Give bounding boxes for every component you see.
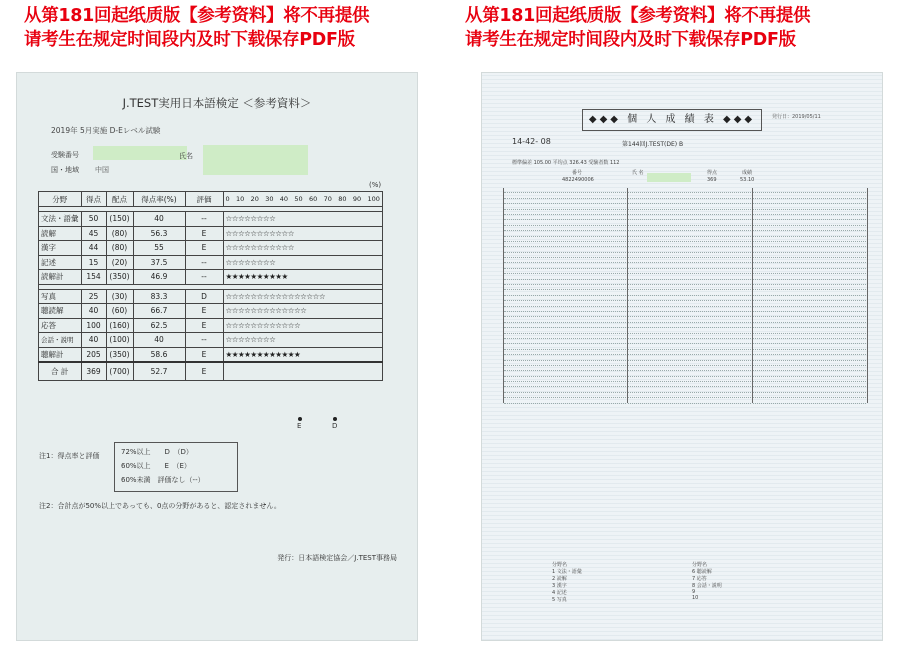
footer-item: 6 聴読解 [692, 569, 712, 575]
star-bar: ☆☆☆☆☆☆☆☆☆☆☆☆ [223, 318, 383, 333]
max-cell: (100) [106, 333, 133, 348]
score-cell: 25 [81, 289, 106, 304]
marker-dot-e [298, 417, 302, 421]
scale-tick: 60 [309, 195, 318, 203]
stats-line: 標準偏差 105.00 平均点 326.43 受験者数 112 [512, 160, 620, 166]
grade-cell: -- [185, 212, 223, 227]
total-row [39, 362, 383, 381]
column-divider [867, 188, 868, 403]
marker-e: E [297, 422, 302, 430]
redacted-name [647, 173, 691, 182]
footer-right [692, 561, 722, 601]
col-max: 配点 [106, 192, 133, 207]
grade-legend [114, 442, 238, 492]
grid-row [753, 398, 866, 403]
scale-tick: 80 [338, 195, 347, 203]
table-row [39, 212, 383, 227]
grade-cell: E [185, 318, 223, 333]
score-cell: 154 [81, 270, 106, 285]
col-subject: 分野 [39, 192, 82, 207]
scale-tick: 90 [352, 195, 362, 203]
id-value: 4822490006 [562, 177, 594, 183]
subject-cell: 記述 [39, 255, 82, 270]
rate-cell: 52.7 [133, 362, 185, 381]
table-row [39, 304, 383, 319]
scale-tick: 40 [279, 195, 289, 203]
table-row [39, 347, 383, 362]
issuer: 発行：日本語検定協会／J.TEST事務局 [277, 554, 397, 562]
grade-cell: -- [185, 270, 223, 285]
rate-cell: 66.7 [133, 304, 185, 319]
footer-item: 9 [692, 589, 696, 595]
footer-item: 分野名 [552, 562, 568, 568]
answer-grid [753, 188, 866, 403]
report-subtitle: 第144回J.TEST(DE) B [622, 141, 684, 148]
subject-cell: 聴読解 [39, 304, 82, 319]
rate-cell: 58.6 [133, 347, 185, 362]
star-bar: ☆☆☆☆☆☆☆☆ [223, 333, 383, 348]
table-row [39, 241, 383, 256]
star-bar: ☆☆☆☆☆☆☆☆ [223, 212, 383, 227]
star-bar: ★★★★★★★★★★★★ [223, 347, 383, 362]
max-cell: (150) [106, 212, 133, 227]
rate-cell: 56.3 [133, 226, 185, 241]
footer-item: 8 会話・説明 [692, 583, 722, 589]
rate-cell: 46.9 [133, 270, 185, 285]
legend-item: 60%以上 E （E） [121, 462, 191, 470]
max-cell: (20) [106, 255, 133, 270]
footer-item: 1 文法・語彙 [552, 569, 582, 575]
score-value: 369 [707, 177, 717, 183]
col-scale [223, 192, 383, 207]
col-score: 得点 [81, 192, 106, 207]
score-cell: 205 [81, 347, 106, 362]
individual-report-sheet [481, 72, 883, 641]
report-code: 14-42- 08 [512, 137, 551, 146]
table-row [39, 333, 383, 348]
max-cell: (80) [106, 241, 133, 256]
footer-item: 5 写真 [552, 597, 567, 603]
subject-cell: 合 計 [39, 362, 82, 381]
score-cell: 45 [81, 226, 106, 241]
max-cell: (30) [106, 289, 133, 304]
max-cell: (80) [106, 226, 133, 241]
max-cell: (60) [106, 304, 133, 319]
result-label: 成績 [742, 170, 753, 176]
country-label: 国・地域 [51, 166, 79, 174]
scale-tick: 0 [225, 195, 230, 203]
table-row [39, 270, 383, 285]
star-bar: ☆☆☆☆☆☆☆☆☆☆☆ [223, 241, 383, 256]
table-row [39, 289, 383, 304]
max-cell: (160) [106, 318, 133, 333]
issue-date: 発行日：2019/05/11 [772, 114, 821, 120]
star-bar: ★★★★★★★★★★ [223, 270, 383, 285]
rate-cell: 40 [133, 212, 185, 227]
table-row [39, 318, 383, 333]
exam-info: 2019年 5月実施 D-Eレベル試験 [51, 126, 161, 135]
score-cell: 100 [81, 318, 106, 333]
grid-row [504, 398, 626, 403]
footer-item: 分野名 [692, 562, 708, 568]
footer-item: 4 記述 [552, 590, 567, 596]
max-cell: (700) [106, 362, 133, 381]
footer-item: 3 漢字 [552, 583, 567, 589]
star-bar: ☆☆☆☆☆☆☆☆☆☆☆☆☆☆☆☆ [223, 289, 383, 304]
score-cell: 44 [81, 241, 106, 256]
subject-cell: 応答 [39, 318, 82, 333]
score-cell: 369 [81, 362, 106, 381]
subject-cell: 聴解計 [39, 347, 82, 362]
footer-item: 7 応答 [692, 576, 707, 582]
score-cell: 50 [81, 212, 106, 227]
redacted-name [203, 145, 308, 175]
exam-number-label: 受験番号 [51, 151, 79, 159]
reference-score-sheet [16, 72, 418, 641]
notice-line-2: 请考生在规定时间段内及时下载保存PDF版 [465, 30, 796, 50]
grade-cell: -- [185, 333, 223, 348]
report-header: ◆◆◆ 個 人 成 績 表 ◆◆◆ [582, 109, 762, 131]
marker-dot-d [333, 417, 337, 421]
score-label: 得点 [707, 170, 718, 176]
rate-cell: 62.5 [133, 318, 185, 333]
name-label: 氏名 [179, 152, 193, 160]
col-rate: 得点率(%) [133, 192, 185, 207]
notice-line-1: 从第181回起纸质版【参考资料】将不再提供 [24, 6, 370, 26]
notice-line-2: 请考生在规定时间段内及时下载保存PDF版 [24, 30, 355, 50]
star-bar: ☆☆☆☆☆☆☆☆ [223, 255, 383, 270]
subject-cell: 文法・語彙 [39, 212, 82, 227]
table-row [39, 255, 383, 270]
note-2: 注2：合計点が50%以上であっても、0点の分野があると、認定されません。 [39, 502, 281, 510]
notice-banner-right [465, 4, 810, 52]
notice-banner-left [24, 4, 369, 52]
redacted-exam-number [93, 146, 187, 160]
country-value: 中国 [95, 166, 109, 174]
score-cell: 40 [81, 304, 106, 319]
star-bar: ☆☆☆☆☆☆☆☆☆☆☆☆☆ [223, 304, 383, 319]
name-label: 氏 名 [632, 170, 644, 176]
table-row [39, 226, 383, 241]
sheet-title: J.TEST実用日本語検定 ＜参考資料＞ [122, 96, 312, 110]
max-cell: (350) [106, 347, 133, 362]
table-header-row [39, 192, 383, 207]
id-label: 番号 [572, 170, 583, 176]
scale-tick: 20 [250, 195, 259, 203]
scale-tick: 100 [367, 195, 380, 203]
score-table [38, 191, 383, 381]
rate-cell: 37.5 [133, 255, 185, 270]
score-cell: 15 [81, 255, 106, 270]
scale-tick: 30 [265, 195, 274, 203]
rate-cell: 55 [133, 241, 185, 256]
marker-d: D [332, 422, 338, 430]
grade-cell: E [185, 226, 223, 241]
scale-tick: 50 [294, 195, 303, 203]
notice-line-1: 从第181回起纸质版【参考资料】将不再提供 [465, 6, 811, 26]
grade-cell: E [185, 347, 223, 362]
grade-cell: E [185, 241, 223, 256]
footer-item: 2 読解 [552, 576, 567, 582]
grade-cell: E [185, 304, 223, 319]
rate-cell: 83.3 [133, 289, 185, 304]
note-1-label: 注1：得点率と評価 [39, 452, 100, 460]
percent-unit: (%) [369, 181, 382, 189]
result-value: 53.10 [740, 177, 755, 183]
grade-cell: E [185, 362, 223, 381]
footer-left [552, 561, 582, 603]
score-cell: 40 [81, 333, 106, 348]
subject-cell: 会話・説明 [39, 333, 82, 348]
grid-row [628, 398, 751, 403]
subject-cell: 読解 [39, 226, 82, 241]
legend-item: 72%以上 D （D） [121, 448, 193, 456]
legend-item: 60%未満 評価なし（--） [121, 476, 205, 484]
answer-grid [504, 188, 626, 403]
star-bar: ☆☆☆☆☆☆☆☆☆☆☆ [223, 226, 383, 241]
scale-tick: 10 [235, 195, 245, 203]
footer-item: 10 [692, 595, 699, 601]
col-grade: 評価 [185, 192, 223, 207]
scale-tick: 70 [323, 195, 332, 203]
subject-cell: 写真 [39, 289, 82, 304]
grade-cell: D [185, 289, 223, 304]
grade-cell: -- [185, 255, 223, 270]
max-cell: (350) [106, 270, 133, 285]
subject-cell: 漢字 [39, 241, 82, 256]
rate-cell: 40 [133, 333, 185, 348]
subject-cell: 読解計 [39, 270, 82, 285]
answer-grid [628, 188, 751, 403]
